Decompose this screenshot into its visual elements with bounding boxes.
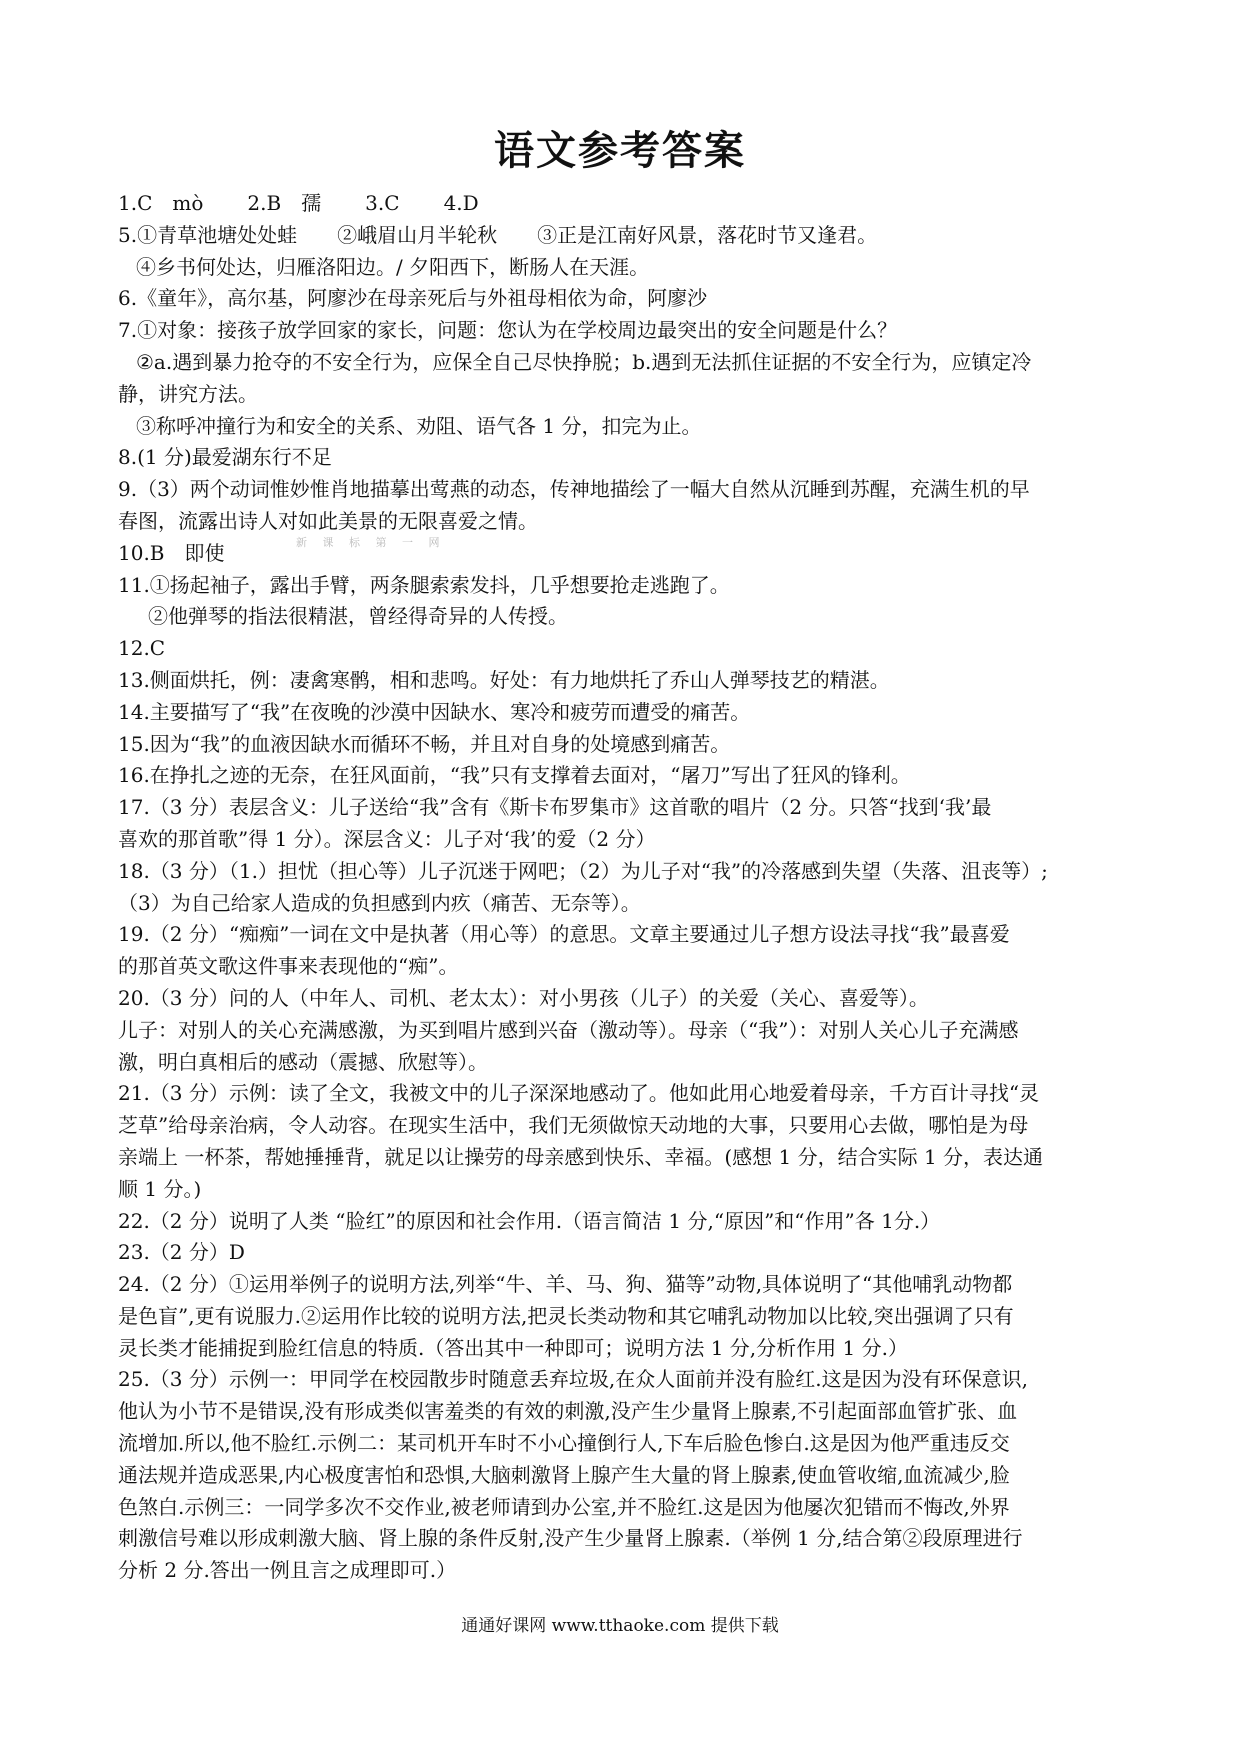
watermark: 新 课 标 第 一 网 [296,536,446,549]
answer-line-1-4 [118,188,1128,220]
answer-line: 芝草”给母亲治病，令人动容。在现实生活中，我们无须做惊天动地的大事，只要用心去做，哪怕是为母 [118,1113,1029,1138]
answer-line: 分析 2 分.答出一例且言之成理即可.） [118,1558,457,1583]
answer-line: 22.（2 分）说明了人类 “脸红”的原因和社会作用.（语言简洁 1 分,“原因”和“作用”各 1分.） [118,1208,941,1233]
answer-line: 流增加.所以,他不脸红.示例二：某司机开车时不小心撞倒行人,下车后脸色惨白.这是因为他严重违反交 [118,1431,1010,1456]
answer-line: 春图，流露出诗人对如此美景的无限喜爱之情。 [118,508,538,533]
answer-line: 15.因为“我”的血液因缺水而循环不畅，并且对自身的处境感到痛苦。 [118,731,731,756]
answer-line: 儿子：对别人的关心充满感激，为买到唱片感到兴奋（激动等）。母亲（“我”）：对别人关心儿子充满感 [118,1017,1019,1042]
answer-line: 的那首英文歌这件事来表现他的“痴”。 [118,954,459,979]
answer-line: 24.（2 分）①运用举例子的说明方法,列举“牛、羊、马、狗、猫等”动物,具体说明了“其他哺乳动物都 [118,1272,1013,1297]
answer-line: ③称呼冲撞行为和安全的关系、劝阻、语气各 1 分，扣完为止。 [136,413,702,438]
answer-line: 亲端上 一杯茶，帮她捶捶背，就足以让操劳的母亲感到快乐、幸福。(感想 1 分，结合实际 1 分，表达通 [118,1144,1044,1169]
answer-line: 21.（3 分）示例：读了全文，我被文中的儿子深深地感动了。他如此用心地爱着母亲，千方百计寻找“灵 [118,1081,1040,1106]
answer-line: 色煞白.示例三：一同学多次不交作业,被老师请到办公室,并不脸红.这是因为他屡次犯错而不悔改,外界 [118,1494,1010,1519]
answer-line: 7.①对象：接孩子放学回家的家长，问题：您认为在学校周边最突出的安全问题是什么？ [118,318,898,343]
answer-line: 19.（2 分）“痴痴”一词在文中是执著（用心等）的意思。文章主要通过儿子想方设法寻找“我”最喜爱 [118,922,1010,947]
answer-line: ②a.遇到暴力抢夺的不安全行为，应保全自己尽快挣脱；b.遇到无法抓住证据的不安全行为，应镇定冷 [136,349,1032,374]
answer-list [118,188,1128,1587]
answer-q1: 1.C mò [118,191,204,215]
answer-line: 灵长类才能捕捉到脸红信息的特质.（答出其中一种即可；说明方法 1 分,分析作用 1 分.） [118,1335,908,1360]
page-footer: 通通好课网 www.tthaoke.com 提供下载 [461,1616,779,1636]
answer-line: 13.侧面烘托，例：凄禽寒鹘，相和悲鸣。好处：有力地烘托了乔山人弹琴技艺的精湛。 [118,667,890,692]
answer-line: 10.B 即使 [118,540,225,565]
page-title: 语文参考答案 [494,128,746,174]
answer-line: 16.在挣扎之迹的无奈，在狂风面前，“我”只有支撑着去面对，“屠刀”写出了狂风的锋利。 [118,763,911,788]
answer-line: 5.①青草池塘处处蛙 ②峨眉山月半轮秋 ③正是江南好风景，落花时节又逢君。 [118,222,878,247]
answer-line: 12.C [118,636,166,661]
answer-line: 11.①扬起袖子，露出手臂，两条腿索索发抖，几乎想要抢走逃跑了。 [118,572,730,597]
answer-line: 23.（2 分）D [118,1240,245,1265]
answer-line: 是色盲”,更有说服力.②运用作比较的说明方法,把灵长类动物和其它哺乳动物加以比较,突出强调了只有 [118,1303,1014,1328]
answer-line: 静，讲究方法。 [118,381,258,406]
answer-line: 25.（3 分）示例一：甲同学在校园散步时随意丢弃垃圾,在众人面前并没有脸红.这是因为没有环保意识, [118,1367,1028,1392]
answer-line: 通法规并造成恶果,内心极度害怕和恐惧,大脑刺激肾上腺产生大量的肾上腺素,使血管收缩,血流减少,脸 [118,1462,1010,1487]
answer-line: 激，明白真相后的感动（震撼、欣慰等）。 [118,1049,488,1074]
answer-line: 20.（3 分）问的人（中年人、司机、老太太）：对小男孩（儿子）的关爱（关心、喜爱等）。 [118,985,929,1010]
answer-line: 8.(1 分)最爱湖东行不足 [118,445,332,470]
answer-q3: 3.C [365,191,400,215]
answer-line: ②他弹琴的指法很精湛，曾经得奇异的人传授。 [148,604,568,629]
answer-line: 刺激信号难以形成刺激大脑、肾上腺的条件反射,没产生少量肾上腺素.（举例 1 分,结合第②段原理进行 [118,1526,1023,1551]
answer-line: （3）为自己给家人造成的负担感到内疚（痛苦、无奈等）。 [118,890,641,915]
answer-line: 17.（3 分）表层含义：儿子送给“我”含有《斯卡布罗集市》这首歌的唱片（2 分。只答“找到‘我’最 [118,795,992,820]
answer-line: 9.（3）两个动词惟妙惟肖地描摹出莺燕的动态，传神地描绘了一幅大自然从沉睡到苏醒，充满生机的早 [118,477,1030,502]
answer-line: 喜欢的那首歌”得 1 分）。深层含义：儿子对‘我’的爱（2 分） [118,826,656,851]
answer-line: 6.《童年》，高尔基，阿廖沙在母亲死后与外祖母相依为命，阿廖沙 [118,286,708,311]
answer-line: 顺 1 分。) [118,1176,202,1201]
answer-line: 他认为小节不是错误,没有形成类似害羞类的有效的刺激,没产生少量肾上腺素,不引起面部血管扩张、血 [118,1399,1018,1424]
answer-line: 14.主要描写了“我”在夜晚的沙漠中因缺水、寒冷和疲劳而遭受的痛苦。 [118,699,751,724]
answer-q4: 4.D [443,191,479,215]
answer-q2: 2.B 孺 [247,191,322,215]
answer-line: ④乡书何处达，归雁洛阳边。/ 夕阳西下，断肠人在天涯。 [136,254,650,279]
answer-line: 18.（3 分）（1.）担忧（担心等）儿子沉迷于网吧；（2）为儿子对“我”的冷落感到失望（失落、沮丧等）; [118,858,1048,883]
